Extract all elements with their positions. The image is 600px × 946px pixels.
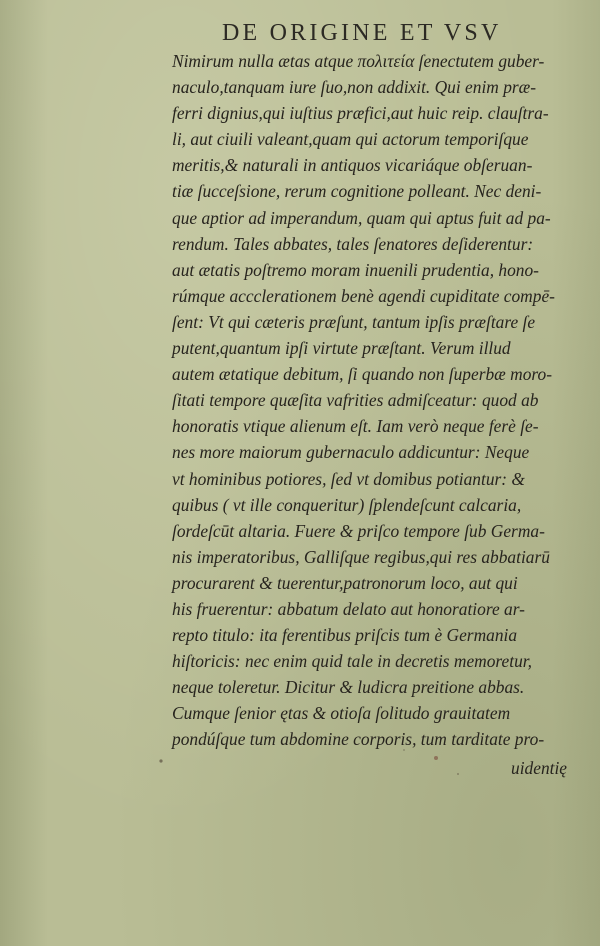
text-line: autem ætatique debitum, ſi quando non ſuperbæ moro- [172,364,552,385]
catchword: uidentię [511,758,568,778]
text-line: pondúſque tum abdomine corporis, tum tarditate pro- [172,729,545,750]
text-line: nes more maiorum gubernaculo addicuntur: Neque [172,442,530,463]
text-line: li, aut ciuili valeant,quam qui actorum temporiſque [172,129,529,150]
text-line: naculo,tanquam iure ſuo,non addixit. Qui enim præ- [172,77,537,98]
text-line: his fruerentur: abbatum delato aut honoratiore ar- [172,598,525,619]
text-line: aut ætatis poſtremo moram inuenili prudentia, hono- [172,259,539,280]
text-line: ſent: Vt qui cæteris præſunt, tantum ipſis præſtare ſe [172,311,536,332]
text-line: rúmque accclerationem benè agendi cupiditate compē- [172,285,555,306]
text-line: ſitati tempore quæſita vafrities admiſceatur: quod ab [172,390,539,411]
text-line: Cumque ſenior ętas & otioſa ſolitudo grauitatem [172,703,511,724]
paper-speck [434,756,438,760]
paper-speck [457,773,459,775]
text-line: Nimirum nulla ætas atque πολιτεία ſenectutem guber- [172,51,545,71]
text-line: repto titulo: ita ferentibus priſcis tum è Germania [172,625,518,646]
text-line: hiſtoricis: nec enim quid tale in decretis memoretur, [172,651,532,672]
text-line: ferri dignius,qui iuſtius præfici,aut huic reip. clauſtra- [172,103,549,124]
text-line: vt hominibus potiores, ſed vt domibus potiantur: & [172,468,525,489]
text-line: que aptior ad imperandum, quam qui aptus fuit ad pa- [172,207,551,228]
paper-speck [159,759,162,762]
body-text [172,48,572,753]
running-head: DE ORIGINE ET VSV [222,20,502,46]
text-line: rendum. Tales abbates, tales ſenatores deſiderentur: [172,233,534,254]
text-line: quibus ( vt ille conqueritur) ſplendeſcunt calcaria, [172,494,522,515]
text-line: ſordeſcūt altaria. Fuere & priſco tempore ſub Germa- [172,520,545,541]
text-line: procurarent & tuerentur,patronorum loco, aut qui [172,572,518,593]
text-line: neque toleretur. Dicitur & ludicra preitione abbas. [172,677,525,698]
text-line: honoratis vtique alienum eſt. Iam verò neque ferè ſe- [172,416,539,437]
text-line: putent,quantum ipſi virtute præſtant. Verum illud [172,338,511,359]
text-line: meritis,& naturali in antiquos vicariáque obſeruan- [172,155,533,176]
text-line: nis imperatoribus, Galliſque regibus,qui res abbatiarū [172,546,550,567]
text-line: tiæ ſucceſsione, rerum cognitione polleant. Nec deni- [172,181,542,202]
